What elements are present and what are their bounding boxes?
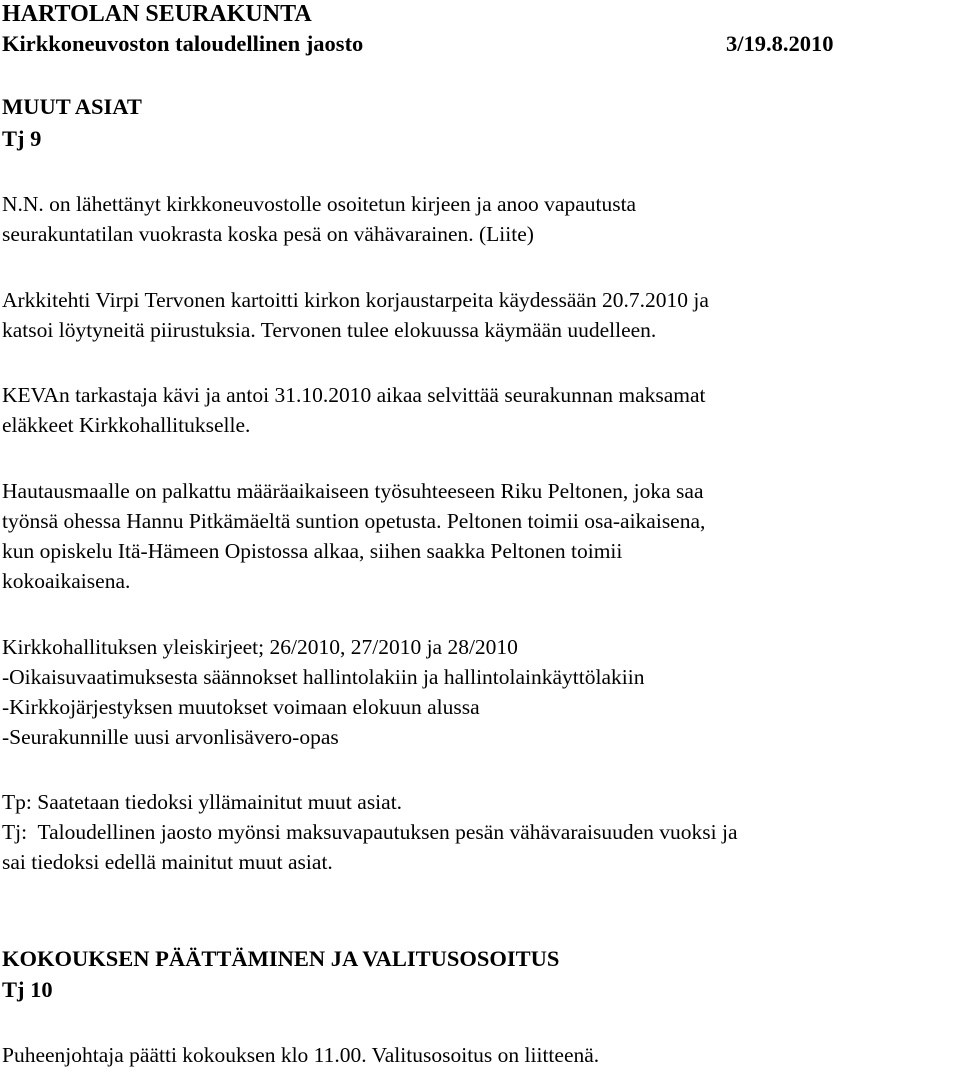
paragraph-line: katsoi löytyneitä piirustuksia. Tervonen tulee elokuussa käymään uudelleen.	[2, 318, 657, 342]
list-item: -Oikaisuvaatimuksesta säännokset hallintolakiin ja hallintolainkäyttölakiin	[2, 665, 645, 689]
paragraph-line: kun opiskelu Itä-Hämeen Opistossa alkaa, siihen saakka Peltonen toimii	[2, 539, 623, 563]
paragraph-line: Puheenjohtaja päätti kokouksen klo 11.00. Valitusosoitus on liitteenä.	[2, 1043, 600, 1067]
paragraph-line: KEVAn tarkastaja kävi ja antoi 31.10.2010 aikaa selvittää seurakunnan maksamat	[2, 383, 706, 407]
paragraph-line: Arkkitehti Virpi Tervonen kartoitti kirkon korjaustarpeita käydessään 20.7.2010 ja	[2, 288, 709, 312]
proposal-line: Tp: Saatetaan tiedoksi yllämainitut muut asiat.	[2, 790, 403, 814]
paragraph-line: Kirkkohallituksen yleiskirjeet; 26/2010, 27/2010 ja 28/2010	[2, 635, 518, 659]
decision-line: sai tiedoksi edellä mainitut muut asiat.	[2, 850, 333, 874]
section-item-number: Tj 9	[2, 126, 42, 151]
paragraph-line: eläkkeet Kirkkohallitukselle.	[2, 413, 251, 437]
section-title: MUUT ASIAT	[2, 94, 142, 119]
list-item: -Seurakunnille uusi arvonlisävero-opas	[2, 725, 339, 749]
section-item-number: Tj 10	[2, 977, 53, 1002]
section-title: KOKOUKSEN PÄÄTTÄMINEN JA VALITUSOSOITUS	[2, 946, 560, 971]
paragraph-line: seurakuntatilan vuokrasta koska pesä on vähävarainen. (Liite)	[2, 222, 534, 246]
paragraph-line: Hautausmaalle on palkattu määräaikaiseen työsuhteeseen Riku Peltonen, joka saa	[2, 479, 704, 503]
committee-name: Kirkkoneuvoston taloudellinen jaosto	[2, 31, 364, 56]
paragraph-line: N.N. on lähettänyt kirkkoneuvostolle osoitetun kirjeen ja anoo vapautusta	[2, 192, 637, 216]
list-item: -Kirkkojärjestyksen muutokset voimaan elokuun alussa	[2, 695, 480, 719]
decision-line: Tj: Taloudellinen jaosto myönsi maksuvapautuksen pesän vähävaraisuuden vuoksi ja	[2, 820, 738, 844]
paragraph-line: kokoaikaisena.	[2, 569, 131, 593]
org-name: HARTOLAN SEURAKUNTA	[2, 1, 312, 27]
meeting-number: 3/19.8.2010	[726, 31, 834, 56]
paragraph-line: työnsä ohessa Hannu Pitkämäeltä suntion opetusta. Peltonen toimii osa-aikaisena,	[2, 509, 706, 533]
